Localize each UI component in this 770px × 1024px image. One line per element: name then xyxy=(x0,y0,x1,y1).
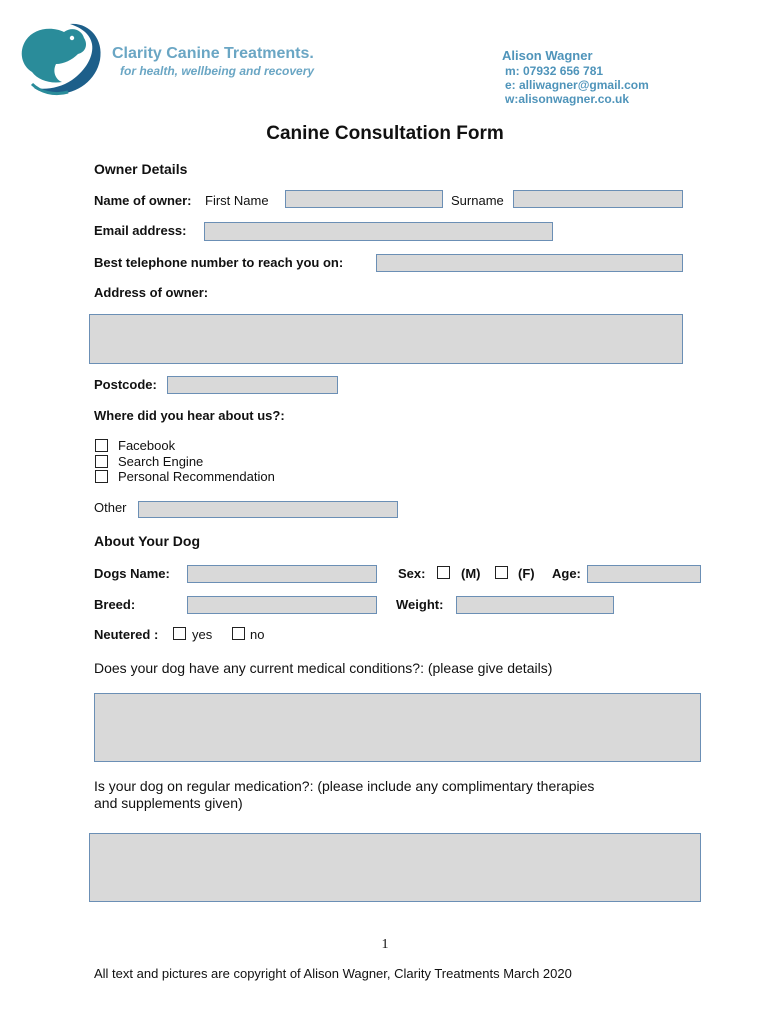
medication-question-line2: and supplements given) xyxy=(94,795,243,811)
sex-male-checkbox[interactable] xyxy=(437,566,450,579)
facebook-option-label: Facebook xyxy=(118,438,176,453)
form-title: Canine Consultation Form xyxy=(266,123,504,144)
phone-field[interactable] xyxy=(376,254,683,272)
medication-field[interactable] xyxy=(89,833,701,902)
postcode-label: Postcode: xyxy=(94,377,157,392)
contact-email: e: alliwagner@gmail.com xyxy=(505,78,649,92)
postcode-field[interactable] xyxy=(167,376,338,394)
contact-name: Alison Wagner xyxy=(502,48,593,63)
address-label: Address of owner: xyxy=(94,285,209,300)
other-label: Other xyxy=(94,500,127,515)
contact-website: w:alisonwagner.co.uk xyxy=(505,92,630,106)
company-tagline: for health, wellbeing and recovery xyxy=(120,64,315,78)
contact-mobile: m: 07932 656 781 xyxy=(505,64,604,78)
breed-field[interactable] xyxy=(187,596,377,614)
neutered-yes-label: yes xyxy=(192,627,213,642)
page-number: 1 xyxy=(381,937,389,952)
surname-label: Surname xyxy=(451,193,504,208)
surname-field[interactable] xyxy=(513,190,683,208)
logo xyxy=(12,20,104,100)
email-label: Email address: xyxy=(94,223,187,238)
first-name-field[interactable] xyxy=(285,190,443,208)
address-field[interactable] xyxy=(89,314,683,364)
neutered-no-checkbox[interactable] xyxy=(232,627,245,640)
owner-section-heading: Owner Details xyxy=(94,161,188,177)
neutered-yes-checkbox[interactable] xyxy=(173,627,186,640)
neutered-label: Neutered : xyxy=(94,627,159,642)
dog-name-field[interactable] xyxy=(187,565,377,583)
search-engine-checkbox[interactable] xyxy=(95,455,108,468)
personal-recommendation-option-label: Personal Recommendation xyxy=(118,469,275,484)
email-field[interactable] xyxy=(204,222,553,241)
medication-question-line1: Is your dog on regular medication?: (please include any complimentary therapies xyxy=(94,778,595,794)
search-engine-option-label: Search Engine xyxy=(118,454,204,469)
dog-logo-icon xyxy=(12,20,104,100)
sex-label: Sex: xyxy=(398,566,426,581)
weight-field[interactable] xyxy=(456,596,614,614)
company-name: Clarity Canine Treatments. xyxy=(112,45,314,62)
weight-label: Weight: xyxy=(396,597,444,612)
name-of-owner-label: Name of owner: xyxy=(94,193,192,208)
first-name-label: First Name xyxy=(205,193,269,208)
dog-name-label: Dogs Name: xyxy=(94,566,170,581)
neutered-no-label: no xyxy=(250,627,265,642)
facebook-checkbox[interactable] xyxy=(95,439,108,452)
medical-conditions-question: Does your dog have any current medical conditions?: (please give details) xyxy=(94,660,553,676)
sex-male-label: (M) xyxy=(461,566,481,581)
sex-female-label: (F) xyxy=(518,566,535,581)
phone-label: Best telephone number to reach you on: xyxy=(94,255,344,270)
medical-conditions-field[interactable] xyxy=(94,693,701,762)
copyright-notice: All text and pictures are copyright of Alison Wagner, Clarity Treatments March 2020 xyxy=(94,966,572,981)
age-field[interactable] xyxy=(587,565,701,583)
age-label: Age: xyxy=(552,566,581,581)
hear-about-label: Where did you hear about us?: xyxy=(94,408,285,423)
breed-label: Breed: xyxy=(94,597,136,612)
sex-female-checkbox[interactable] xyxy=(495,566,508,579)
personal-recommendation-checkbox[interactable] xyxy=(95,470,108,483)
other-field[interactable] xyxy=(138,501,398,518)
dog-section-heading: About Your Dog xyxy=(94,533,201,549)
